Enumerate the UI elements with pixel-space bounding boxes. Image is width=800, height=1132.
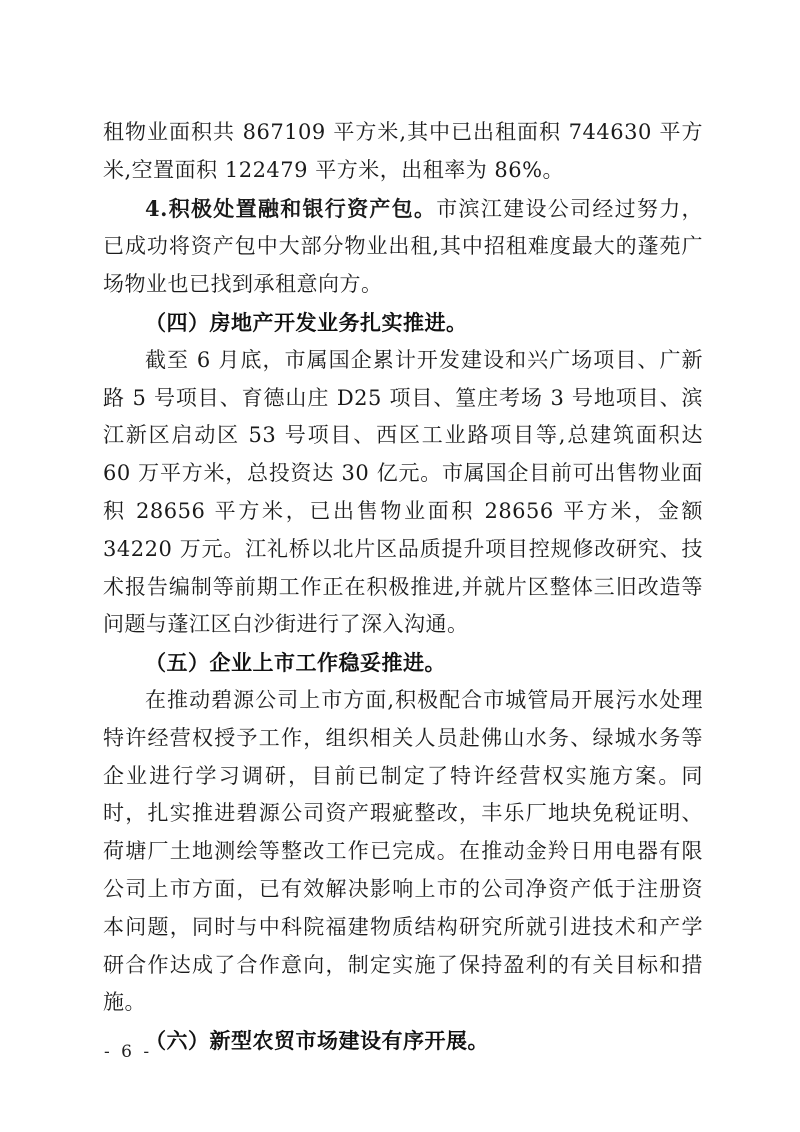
paragraph-real-estate-progress: 截至 6 月底，市属国企累计开发建设和兴广场项目、广新路 5 号项目、育德山庄 D25 项目、篁庄考场 3 号地项目、滨江新区启动区 53 号项目、西区工业路项目等,总建筑面积达 60 万平方米，总投资达 30 亿元。市属国企目前可出售物业面积 28656 平方米，已出售物业面积 28656 平方米，金额 34220 万元。江礼桥以北片区品质提升项目控规修改研究、技术报告编制等前期工作正在积极推进,并就片区整体三旧改造等问题与蓬江区白沙街进行了深入沟通。: [103, 347, 703, 637]
paragraph-rental-area-stats: 租物业面积共 867109 平方米,其中已出租面积 744630 平方米,空置面积 122479 平方米，出租率为 86%。: [103, 120, 703, 182]
section-heading-4-real-estate: （四）房地产开发业务扎实推进。: [145, 309, 468, 335]
paragraph-bank-asset-package: [103, 190, 703, 304]
section-heading-5-ipo: （五）企业上市工作稳妥推进。: [145, 650, 446, 676]
document-body: [103, 114, 703, 1060]
section-heading-6-market: （六）新型农贸市场建设有序开展。: [145, 1028, 489, 1054]
paragraph-ipo-progress: 在推动碧源公司上市方面,积极配合市城管局开展污水处理特许经营权授予工作，组织相关人员赴佛山水务、绿城水务等企业进行学习调研，目前已制定了特许经营权实施方案。同时，扎实推进碧源公司资产瑕疵整改，丰乐厂地块免税证明、荷塘厂土地测绘等整改工作已完成。在推动金羚日用电器有限公司上市方面，已有效解决影响上市的公司净资产低于注册资本问题，同时与中科院福建物质结构研究所就引进技术和产学研合作达成了合作意向，制定实施了保持盈利的有关目标和措施。: [103, 687, 703, 1015]
paragraph-item4-lead: 4.积极处置融和银行资产包。: [145, 195, 437, 221]
paragraph-item4-body: 市滨江建设公司经过努力，已成功将资产包中大部分物业出租,其中招租难度最大的蓬苑广场物业也已找到承租意向方。: [103, 196, 704, 297]
page-number: - 6 -: [104, 1042, 153, 1062]
